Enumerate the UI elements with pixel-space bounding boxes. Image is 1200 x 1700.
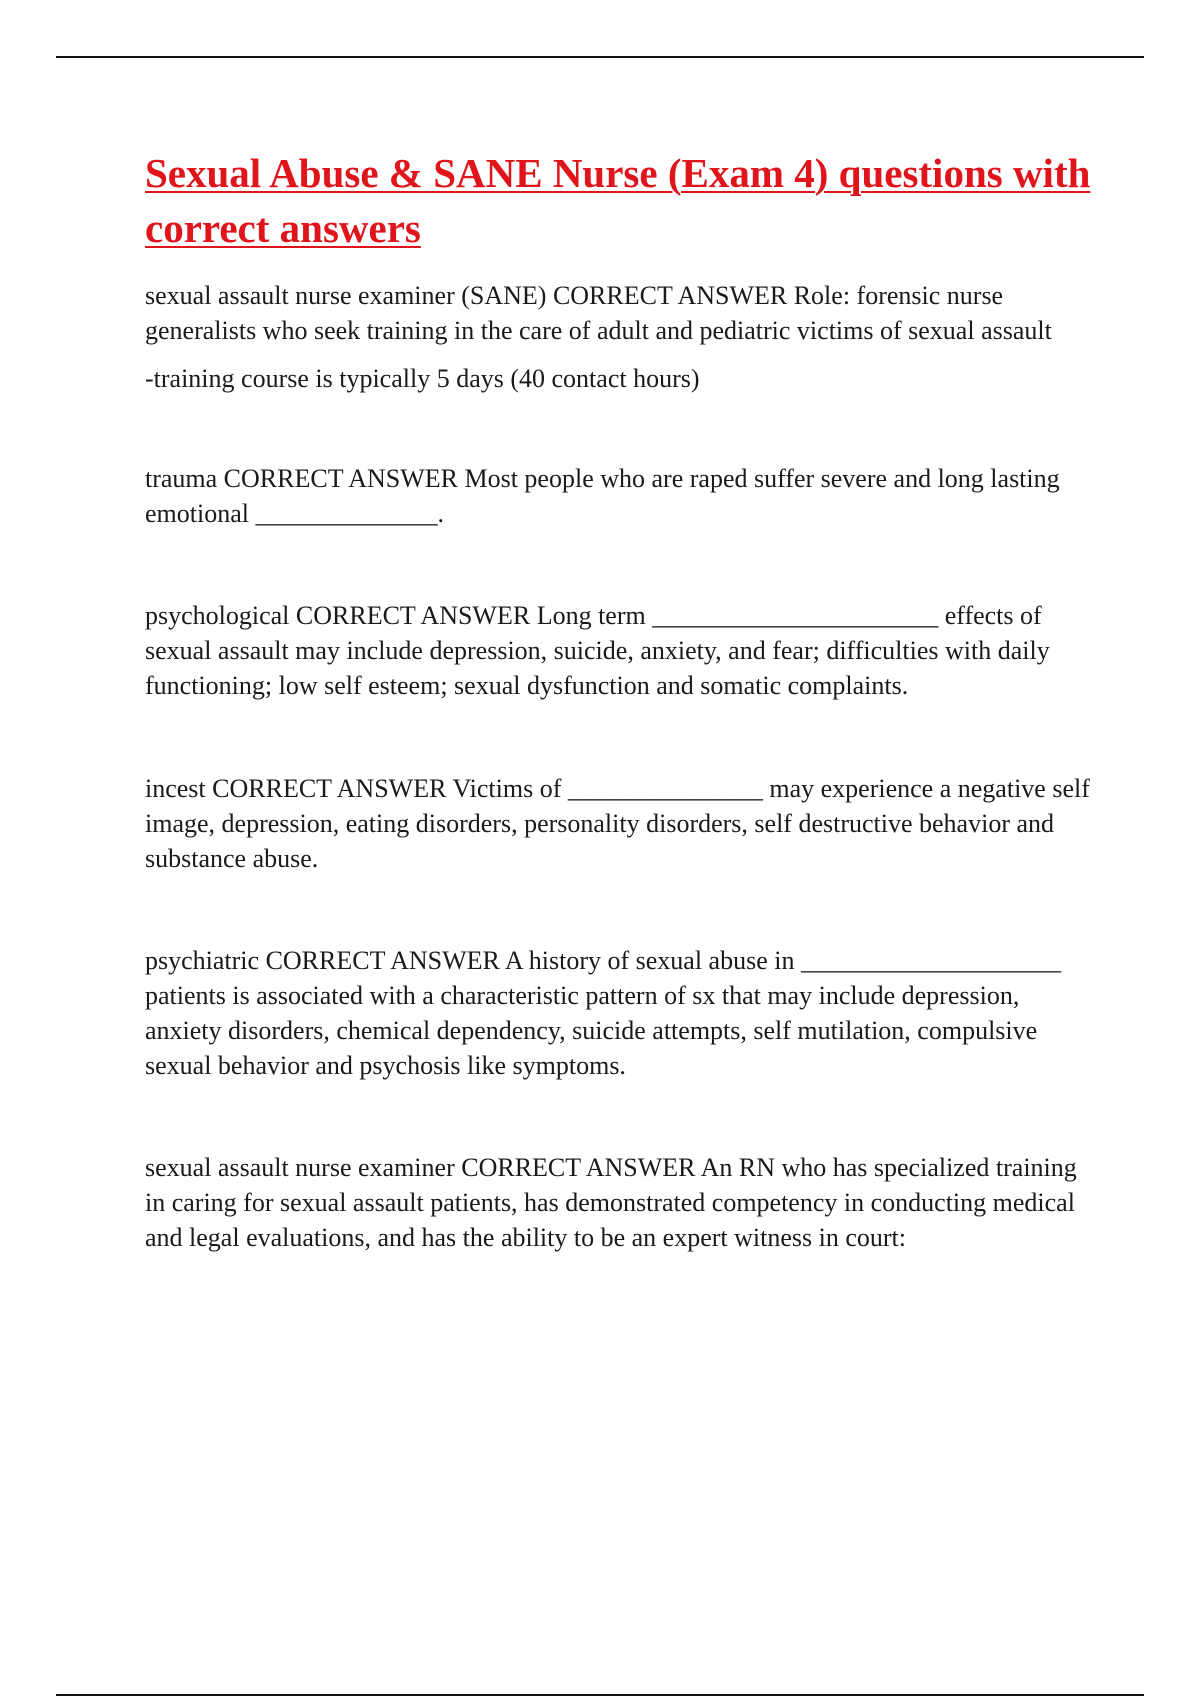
qa-entry-text: trauma CORRECT ANSWER Most people who are raped suffer severe and long lasting emotional ______________. [145,464,1060,528]
qa-entry-text: psychiatric CORRECT ANSWER A history of sexual abuse in ____________________ patients is associated with a characteristic pattern of sx that may include depression, anxiety disorders, chemical dependency, suicide attempts, self mutilation, compulsive sexual behavior and psychosis like symptoms. [145,946,1061,1080]
qa-entry-text: sexual assault nurse examiner CORRECT ANSWER An RN who has specialized training in caring for sexual assault patients, has demonstrated competency in conducting medical and legal evaluations, and has the ability to be an expert witness in court: [145,1153,1077,1252]
qa-entry-5 [145,943,1095,1083]
qa-entry-text: sexual assault nurse examiner (SANE) CORRECT ANSWER Role: forensic nurse generalists who seek training in the care of adult and pediatric victims of sexual assault [145,281,1052,345]
qa-entry-1 [145,278,1095,396]
document-content [145,146,1095,1255]
bottom-rule [56,1694,1144,1696]
qa-entry-2 [145,461,1095,531]
qa-entry-6 [145,1150,1095,1255]
qa-entry-text: psychological CORRECT ANSWER Long term ______________________ effects of sexual assault may include depression, suicide, anxiety, and fear; difficulties with daily functioning; low self esteem; sexual dysfunction and somatic complaints. [145,601,1050,700]
document-title: Sexual Abuse & SANE Nurse (Exam 4) questions with correct answers [145,150,1091,251]
top-rule [56,56,1144,58]
qa-entry-3 [145,598,1095,703]
qa-entry-4 [145,771,1095,876]
qa-entry-note: -training course is typically 5 days (40 contact hours) [145,364,700,393]
qa-entry-text: incest CORRECT ANSWER Victims of _______________ may experience a negative self image, depression, eating disorders, personality disorders, self destructive behavior and substance abuse. [145,774,1090,873]
